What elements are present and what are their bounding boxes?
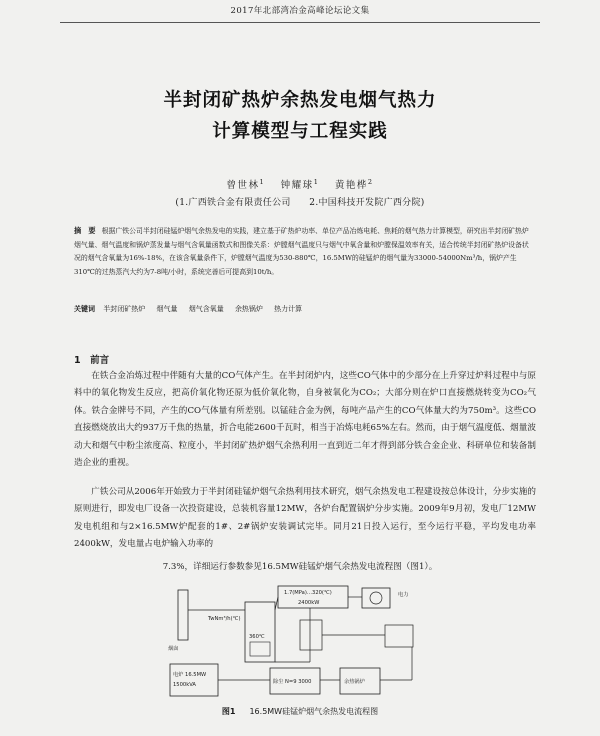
furnace-box (170, 664, 218, 696)
label-mid: TwNm³/h(℃) (208, 616, 241, 622)
keyword: 烟气量 (156, 305, 178, 313)
author-mark: 1 (313, 177, 320, 186)
paper-title-line-1: 半封闭矿热炉余热发电烟气热力 (163, 90, 437, 111)
boiler-box (245, 602, 275, 662)
chimney (178, 590, 188, 640)
label-bottom-left: 电炉 16.5MW (173, 672, 207, 678)
flow-diagram (150, 580, 450, 705)
figure-caption (0, 706, 600, 717)
abstract-label: 摘 要 (74, 226, 96, 235)
label-right: 电力 (398, 592, 409, 598)
condenser-box (300, 620, 322, 650)
section-heading: 1 前言 (74, 355, 110, 366)
generator-symbol (370, 592, 382, 604)
label-bottom-box: 除尘 N=9 3000 (273, 679, 312, 685)
keywords (74, 304, 534, 314)
header-rule (60, 22, 540, 23)
pipe (275, 597, 278, 610)
keywords-label: 关键词 (74, 305, 95, 313)
paper-title-line-2: 计算模型与工程实践 (212, 121, 388, 142)
cooling-box (385, 625, 413, 647)
keyword: 烟气含氧量 (188, 305, 224, 313)
generator-box (362, 588, 390, 608)
label-top-param: 1.7(MPa)…320(℃) (284, 590, 332, 596)
author-mark: 1 (259, 177, 266, 186)
caption-text: 16.5MW硅锰炉烟气余热发电流程图 (249, 707, 379, 716)
keyword: 半封闭矿热炉 (103, 305, 146, 313)
abstract-text: 根据广铁公司半封闭硅锰炉烟气余热发电的实践，建立基于矿热炉功率、单位产品冶炼电耗、焦耗的烟气热力计算模型，研究出半封闭矿热炉烟气量、烟气温度和锅炉蒸发量与烟气含氧量函数式和图像关系：炉膛烟气温度只与烟气中氧含量和炉膛保温效率有关，适合传统半封闭矿热炉设备状况的烟气含氧量为16%-18%，在该含氧量条件下，炉膛烟气温度为530-880℃，16.5MW的硅锰炉的烟气量为33000-54000Nm³/h，锅炉产生310℃的过热蒸汽大约为7-8吨/小时，系统完善后可提高到10t/h。 (74, 227, 529, 276)
author-list (0, 177, 600, 191)
body-paragraph-2: 广铁公司从2006年开始致力于半封闭硅锰炉烟气余热利用技术研究，烟气余热发电工程建设按总体设计，分步实施的原则进行，即发电厂设备一次投资建设，总装机容量12MW，各炉台配置锅炉分步实施。2009年9月初，发电厂12MW发电机组和与2×16.5MW炉配套的1#、2#锅炉安装调试完毕。同月21日投入运行，至今运行平稳，平均发电功率2400kW，发电量占电炉输入功率的 (74, 487, 536, 550)
running-header: 2017年北部湾冶金高峰论坛论文集 (230, 6, 370, 16)
keyword: 余热锅炉 (234, 305, 263, 313)
body-paragraph-3: 7.3%，详细运行参数参见16.5MW硅锰炉烟气余热发电流程图（图1）。 (162, 562, 438, 572)
author-name: 钟耀球 (280, 180, 314, 191)
label-left: 烟囱 (168, 646, 179, 652)
author-mark: 2 (367, 177, 374, 186)
boiler-drum (250, 642, 270, 656)
author-name: 黄艳桦 (334, 180, 368, 191)
affiliation: (1.广西铁合金有限责任公司 2.中国科技开发院广西分院) (175, 198, 425, 208)
body-paragraph-1: 在铁合金冶炼过程中伴随有大量的CO气体产生。在半封闭炉内，这些CO气体中的少部分在上升穿过炉料过程中与原料中的氧化物发生反应，把高价氧化物还原为低价氧化物，自身被氧化为CO₂；大部分则在炉口直接燃烧转变为CO₂气体。铁合金牌号不同，产生的CO气体量有所差别。以锰硅合金为例，每吨产品产生的CO气体量大约为750m³。这些CO直接燃烧放出大约937万千焦的热量，折合电能2600千瓦时，相当于冶炼电耗65%左右。然而，由于烟气温度低、烟量波动大和烟气中粉尘浓度高、粒度小，半封闭矿热炉烟气余热利用一直到近二年才得到部分铁合金企业、科研单位和装备制造企业的重视。 (74, 371, 536, 469)
keyword: 热力计算 (274, 305, 303, 313)
label-bottom-right: 余热锅炉 (344, 679, 365, 685)
label-temp: 360℃ (249, 634, 265, 640)
abstract (74, 224, 534, 279)
caption-number: 图1 (221, 707, 236, 716)
author-name: 曾世林 (226, 180, 260, 191)
label-kwh: 2400kW (298, 600, 320, 606)
label-bottom-left2: 1500kVA (173, 682, 196, 688)
